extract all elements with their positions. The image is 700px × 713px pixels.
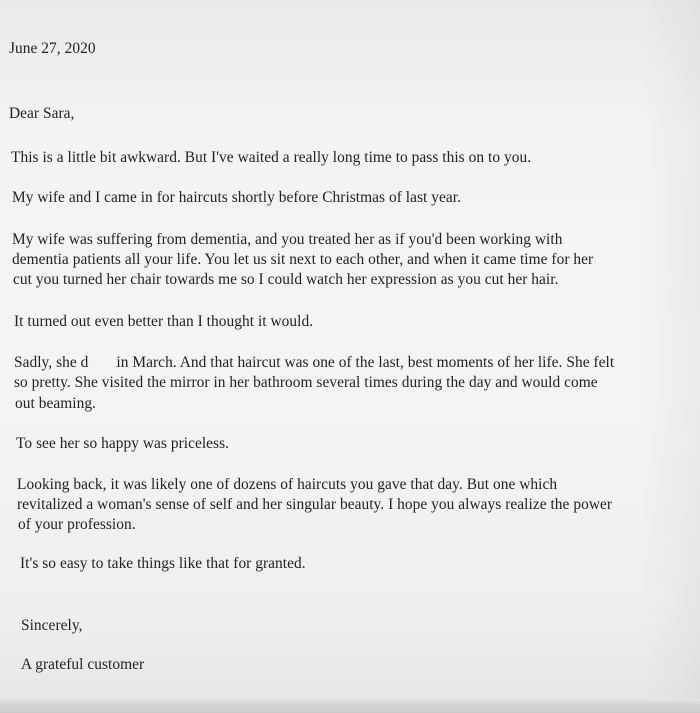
letter-signature: A grateful customer (21, 656, 145, 673)
letter-date: June 27, 2020 (9, 40, 96, 57)
paragraph-5-line-2: so pretty. She visited the mirror in her bathroom several times during the day and would come (14, 374, 598, 391)
redacted-word (88, 366, 116, 367)
paragraph-8: It's so easy to take things like that for granted. (20, 555, 306, 572)
paragraph-4: It turned out even better than I thought it would. (14, 313, 314, 330)
paragraph-5-line-3: out beaming. (15, 395, 96, 412)
letter-salutation: Dear Sara, (9, 105, 75, 122)
paragraph-2: My wife and I came in for haircuts shortly before Christmas of last year. (12, 189, 461, 206)
paragraph-5-text-start: Sadly, she d (14, 354, 89, 371)
paragraph-5-text-end: in March. And that haircut was one of the last, best moments of her life. She felt (116, 354, 615, 371)
paragraph-3-line-3: cut you turned her chair towards me so I could watch her expression as you cut her hair. (13, 271, 559, 288)
paragraph-3-line-2: dementia patients all your life. You let us sit next to each other, and when it came time for her (12, 251, 594, 268)
paragraph-7-line-1: Looking back, it was likely one of dozens of haircuts you gave that day. But one which (17, 476, 558, 493)
paragraph-7-line-2: revitalized a woman's sense of self and her singular beauty. I hope you always realize the power (17, 496, 613, 513)
paragraph-6: To see her so happy was priceless. (16, 435, 230, 452)
letter-closing: Sincerely, (21, 617, 83, 634)
page-bottom-edge (0, 699, 700, 713)
paragraph-5-line-1 (14, 354, 614, 372)
paragraph-1: This is a little bit awkward. But I've waited a really long time to pass this on to you. (11, 149, 532, 166)
paragraph-3-line-1: My wife was suffering from dementia, and you treated her as if you'd been working with (12, 231, 563, 248)
paragraph-7-line-3: of your profession. (18, 516, 136, 533)
